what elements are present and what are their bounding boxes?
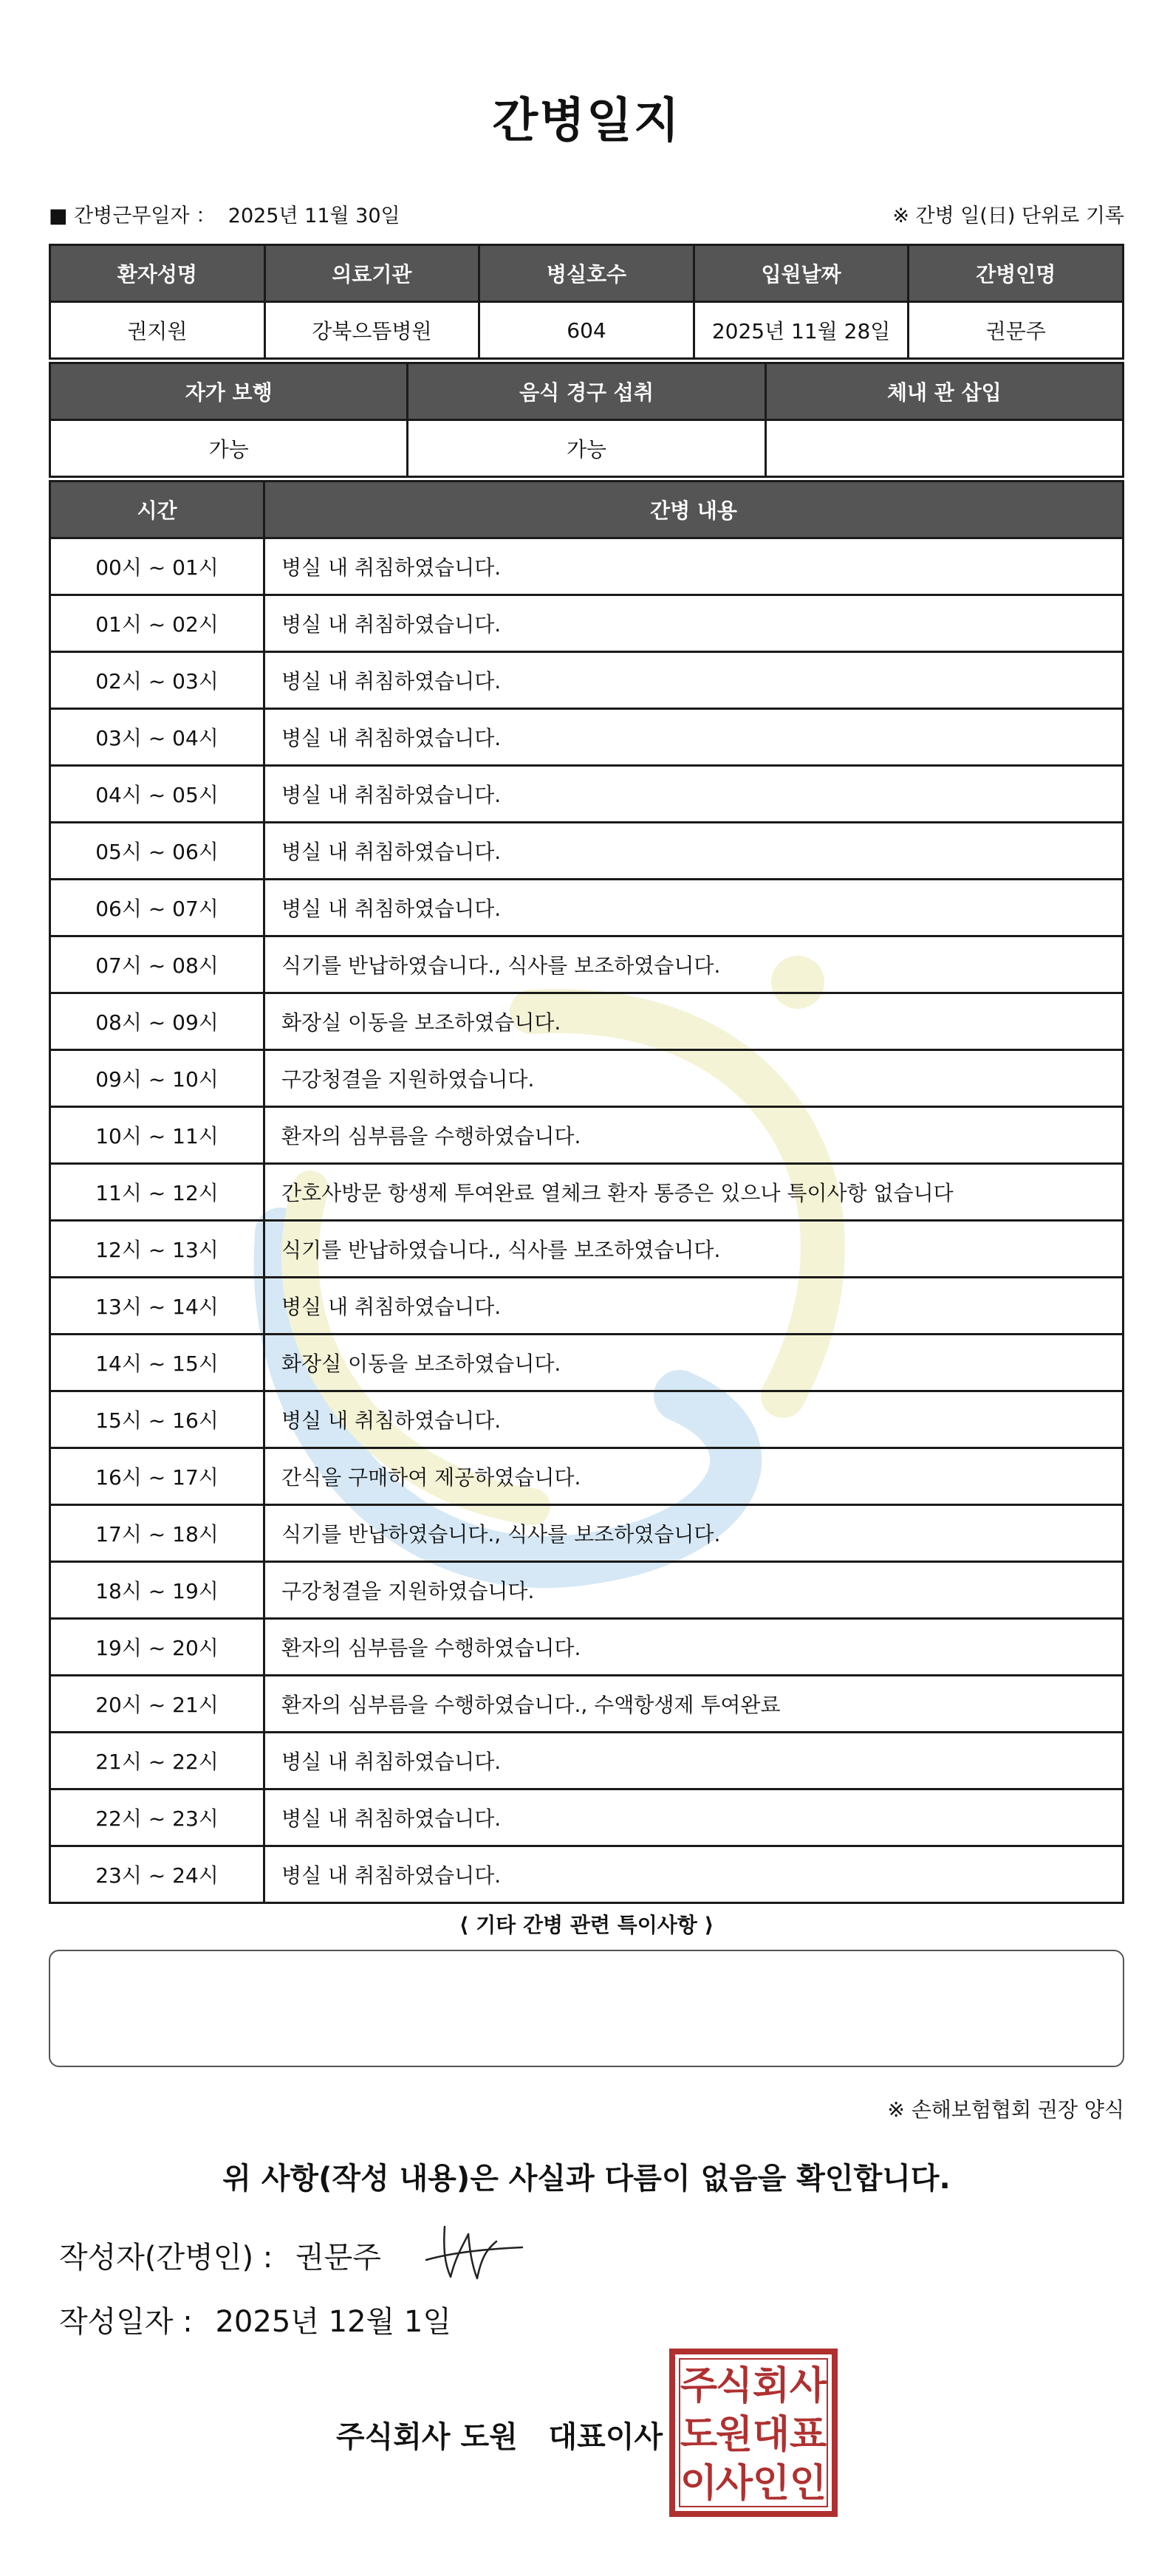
work-date-label: ■ 간병근무일자 ： <box>49 205 216 227</box>
time-slot: 22시 ~ 23시 <box>50 1789 264 1846</box>
care-content: 병실 내 취침하였습니다. <box>264 766 1124 823</box>
header-room-number: 병실호수 <box>479 245 694 302</box>
time-slot: 02시 ~ 03시 <box>50 652 264 709</box>
svg-text:인: 인 <box>789 2462 827 2506</box>
care-content: 병실 내 취침하였습니다. <box>264 1733 1124 1789</box>
care-content: 병실 내 취침하였습니다. <box>264 538 1124 595</box>
table-row <box>50 709 1124 766</box>
svg-text:대: 대 <box>752 2413 790 2457</box>
document-title: 간병일지 <box>492 94 681 148</box>
care-content: 병실 내 취침하였습니다. <box>264 1789 1124 1846</box>
written-date-label: 작성일자 : <box>59 2305 193 2339</box>
svg-text:주: 주 <box>680 2364 718 2408</box>
writer-name: 권문주 <box>295 2241 381 2275</box>
table-row <box>50 1789 1124 1846</box>
svg-text:사: 사 <box>715 2462 753 2506</box>
company-representative: 주식회사 도원 대표이사 <box>336 2420 663 2454</box>
svg-text:이: 이 <box>680 2462 718 2506</box>
table-row <box>50 1733 1124 1789</box>
care-content: 간호사방문 항생제 투여완료 열체크 환자 통증은 있으나 특이사항 없습니다 <box>264 1164 1124 1221</box>
time-slot: 15시 ~ 16시 <box>50 1391 264 1448</box>
svg-text:인: 인 <box>752 2462 790 2506</box>
time-slot: 03시 ~ 04시 <box>50 709 264 766</box>
header-tube-insertion: 체내 관 삽입 <box>765 363 1123 420</box>
caregiver-name: 권문주 <box>909 302 1124 359</box>
svg-text:사: 사 <box>789 2364 827 2408</box>
header-admission-date: 입원날짜 <box>694 245 909 302</box>
care-content: 병실 내 취침하였습니다. <box>264 823 1124 880</box>
time-slot: 12시 ~ 13시 <box>50 1221 264 1278</box>
hospital-name: 강북으뜸병원 <box>264 302 479 359</box>
self-walking-value: 가능 <box>50 420 408 477</box>
tube-insertion-value <box>765 420 1123 477</box>
time-slot: 19시 ~ 20시 <box>50 1619 264 1676</box>
time-slot: 06시 ~ 07시 <box>50 880 264 936</box>
signature-icon <box>423 2219 526 2286</box>
table-row <box>50 823 1124 880</box>
time-slot: 20시 ~ 21시 <box>50 1676 264 1733</box>
patient-name: 권지원 <box>50 302 265 359</box>
written-date-value: 2025년 12월 1일 <box>215 2305 451 2339</box>
table-row <box>50 1619 1124 1676</box>
oral-intake-value: 가능 <box>408 420 765 477</box>
time-slot: 16시 ~ 17시 <box>50 1448 264 1505</box>
svg-text:도: 도 <box>680 2413 718 2457</box>
care-content: 병실 내 취침하였습니다. <box>264 1391 1124 1448</box>
remarks-box <box>49 1950 1124 2067</box>
header-oral-intake: 음식 경구 섭취 <box>408 363 765 420</box>
care-content: 환자의 심부름을 수행하였습니다., 수액항생제 투여완료 <box>264 1676 1124 1733</box>
svg-text:식: 식 <box>715 2364 753 2408</box>
time-slot: 05시 ~ 06시 <box>50 823 264 880</box>
svg-text:원: 원 <box>715 2413 753 2457</box>
header-time: 시간 <box>50 482 264 538</box>
time-slot: 10시 ~ 11시 <box>50 1107 264 1164</box>
work-date-value: 2025년 11월 30일 <box>228 205 400 227</box>
time-slot: 08시 ~ 09시 <box>50 993 264 1050</box>
room-number: 604 <box>479 302 694 359</box>
care-content: 구강청결을 지원하였습니다. <box>264 1562 1124 1619</box>
table-row <box>50 1050 1124 1107</box>
care-content: 병실 내 취침하였습니다. <box>264 652 1124 709</box>
care-content: 병실 내 취침하였습니다. <box>264 880 1124 936</box>
care-content: 병실 내 취침하였습니다. <box>264 1278 1124 1335</box>
work-date-info <box>49 199 400 228</box>
time-slot: 14시 ~ 15시 <box>50 1335 264 1391</box>
time-slot: 00시 ~ 01시 <box>50 538 264 595</box>
time-slot: 11시 ~ 12시 <box>50 1164 264 1221</box>
table-row <box>50 1278 1124 1335</box>
table-row <box>50 538 1124 595</box>
time-slot: 23시 ~ 24시 <box>50 1846 264 1903</box>
care-content: 식기를 반납하였습니다., 식사를 보조하였습니다. <box>264 1221 1124 1278</box>
table-row <box>50 1107 1124 1164</box>
remarks-title: ⟨ 기타 간병 관련 특이사항 ⟩ <box>459 1913 714 1937</box>
time-slot: 18시 ~ 19시 <box>50 1562 264 1619</box>
care-content: 병실 내 취침하였습니다. <box>264 595 1124 652</box>
table-row <box>50 1391 1124 1448</box>
table-row <box>50 993 1124 1050</box>
care-content: 식기를 반납하였습니다., 식사를 보조하였습니다. <box>264 1505 1124 1562</box>
header-patient-name: 환자성명 <box>50 245 265 302</box>
written-date-line <box>59 2298 451 2340</box>
care-content: 환자의 심부름을 수행하였습니다. <box>264 1107 1124 1164</box>
patient-status-table <box>49 362 1124 478</box>
time-slot: 07시 ~ 08시 <box>50 936 264 993</box>
table-row <box>50 1335 1124 1391</box>
header-caregiver-name: 간병인명 <box>909 245 1124 302</box>
table-row <box>50 1676 1124 1733</box>
time-slot: 13시 ~ 14시 <box>50 1278 264 1335</box>
table-row <box>50 1505 1124 1562</box>
care-content: 간식을 구매하여 제공하였습니다. <box>264 1448 1124 1505</box>
time-slot: 01시 ~ 02시 <box>50 595 264 652</box>
record-unit-note: ※ 간병 일(日) 단위로 기록 <box>892 205 1124 227</box>
care-content: 병실 내 취침하였습니다. <box>264 1846 1124 1903</box>
admission-date: 2025년 11월 28일 <box>694 302 909 359</box>
time-slot: 09시 ~ 10시 <box>50 1050 264 1107</box>
patient-info-table <box>49 244 1124 360</box>
time-slot: 17시 ~ 18시 <box>50 1505 264 1562</box>
confirmation-statement: 위 사항(작성 내용)은 사실과 다름이 없음을 확인합니다. <box>222 2162 951 2196</box>
form-source-note: ※ 손해보험협회 권장 양식 <box>887 2097 1124 2122</box>
care-content: 병실 내 취침하였습니다. <box>264 709 1124 766</box>
care-log-table <box>49 480 1124 1904</box>
svg-text:회: 회 <box>752 2364 790 2408</box>
table-row <box>50 766 1124 823</box>
table-row <box>50 652 1124 709</box>
company-seal-icon <box>669 2349 838 2517</box>
time-slot: 21시 ~ 22시 <box>50 1733 264 1789</box>
writer-line <box>59 2234 381 2276</box>
table-row <box>50 1221 1124 1278</box>
care-content: 화장실 이동을 보조하였습니다. <box>264 1335 1124 1391</box>
care-content: 환자의 심부름을 수행하였습니다. <box>264 1619 1124 1676</box>
svg-text:표: 표 <box>789 2413 827 2457</box>
table-row <box>50 595 1124 652</box>
header-self-walking: 자가 보행 <box>50 363 408 420</box>
table-row <box>50 1164 1124 1221</box>
time-slot: 04시 ~ 05시 <box>50 766 264 823</box>
table-row <box>50 936 1124 993</box>
table-row <box>50 1448 1124 1505</box>
care-content: 식기를 반납하였습니다., 식사를 보조하였습니다. <box>264 936 1124 993</box>
table-row <box>50 1846 1124 1903</box>
table-row <box>50 1562 1124 1619</box>
header-care-content: 간병 내용 <box>264 482 1124 538</box>
table-row <box>50 880 1124 936</box>
header-hospital: 의료기관 <box>264 245 479 302</box>
care-content: 구강청결을 지원하였습니다. <box>264 1050 1124 1107</box>
care-log-rows <box>50 538 1124 1903</box>
care-content: 화장실 이동을 보조하였습니다. <box>264 993 1124 1050</box>
writer-label: 작성자(간병인) : <box>59 2241 273 2275</box>
